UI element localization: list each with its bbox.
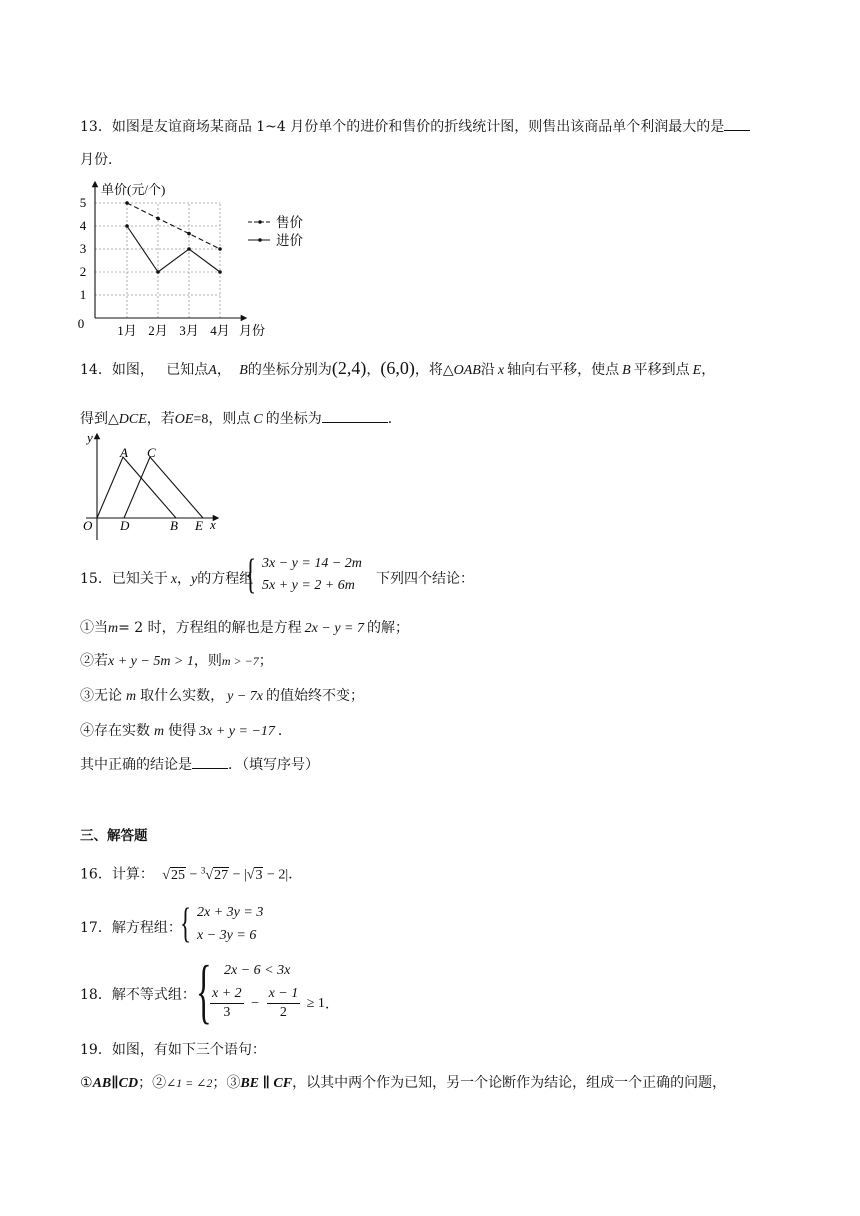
legend-marker: [258, 238, 262, 242]
y-tick-label: 3: [79, 241, 87, 256]
q17-equation-2: x − 3y = 6: [197, 928, 257, 943]
label-o: O: [83, 518, 93, 533]
data-point: [125, 224, 129, 228]
q18-label: 18．解不等式组：: [80, 987, 196, 1003]
q18-inequality-2: $\frac{x + 2}{3}$ − $\frac{x - 1}{2}$ ≥ 1．: [212, 986, 339, 1020]
q17-label: 17．解方程组：: [80, 920, 182, 936]
label-d: D: [120, 518, 130, 533]
q14-text-line1: 14．如图， 已知点A， B的坐标分别为(2,4)，(6,0)，将△OAB沿 x 轴向右平移，使点 B 平移到点 E，: [80, 358, 716, 378]
q18-inequality-1: 2x − 6 < 3x: [224, 963, 291, 978]
data-point: [156, 217, 160, 221]
q15-equation-1: 3x − y = 14 − 2m: [262, 556, 362, 571]
data-point: [187, 247, 191, 251]
label-y: y: [87, 430, 93, 445]
q14-text-line2: 得到△DCE，若OE=8，则点 C 的坐标为 ．: [80, 406, 402, 430]
q15-text-line1-end: 下列四个结论：: [376, 571, 474, 587]
data-point: [156, 270, 160, 274]
triangle-dce: [124, 457, 203, 518]
legend-label: 进价: [276, 233, 303, 248]
label-x: x: [210, 517, 216, 532]
q17-equation-1: 2x + 3y = 3: [197, 905, 264, 920]
x-tick-label: 3月: [179, 323, 199, 338]
data-point: [187, 232, 191, 236]
q18-system-brace: {: [196, 951, 212, 1031]
label-b: B: [170, 518, 178, 533]
y-tick-label: 0: [77, 316, 85, 331]
q15-system-brace: {: [245, 552, 257, 598]
q13-answer-blank: [724, 114, 750, 131]
q15-answer-line: 其中正确的结论是 ．（填写序号）: [80, 752, 319, 775]
q15-answer-blank: [192, 752, 228, 769]
y-tick-label: 1: [79, 287, 87, 302]
q13-text-line2: 月份．: [80, 152, 122, 168]
q15-text-line1: 15．已知关于 x，y的方程组: [80, 571, 254, 587]
x-tick-label: 1月: [117, 323, 137, 338]
data-point: [218, 270, 222, 274]
label-a: A: [120, 445, 128, 460]
q15-conclusion-2: ②若x + y − 5m > 1，则m > −7；: [80, 653, 273, 669]
q15-conclusion-3: ③无论 m 取什么实数， y − 7x 的值始终不变；: [80, 688, 364, 704]
q15-equation-2: 5x + y = 2 + 6m: [262, 578, 355, 593]
data-point: [218, 247, 222, 251]
q19-text-line1: 19．如图，有如下三个语句：: [80, 1042, 266, 1058]
x-axis-name: 月份: [238, 323, 266, 338]
legend-marker: [258, 220, 262, 224]
q13-text-line1: 13．如图是友谊商场某商品 1~4 月份单个的进价和售价的折线统计图，则售出该商品单个利润最大的是: [80, 114, 750, 137]
q16-line: 16．计算： √25 − $^3$√27 − |√3 − 2|．: [80, 865, 303, 883]
y-tick-label: 2: [79, 264, 87, 279]
x-tick-label: 2月: [148, 323, 168, 338]
q19-text-line2: ①AB∥CD；②∠1 = ∠2；③BE ∥ CF，以其中两个作为已知，另一个论断作为结论，组成一个正确的问题，: [80, 1075, 727, 1091]
q14-answer-blank: [322, 406, 388, 423]
label-e: E: [195, 518, 203, 533]
x-tick-label: 4月: [210, 323, 230, 338]
translation-figure: [78, 430, 228, 545]
data-point: [125, 201, 129, 205]
y-tick-label: 5: [79, 195, 87, 210]
section-title: 三、解答题: [80, 828, 148, 844]
legend-label: 售价: [276, 215, 303, 230]
q15-conclusion-1: ①当m= 2 时，方程组的解也是方程 2x − y = 7 的解；: [80, 620, 409, 636]
q17-system-brace: {: [180, 901, 192, 947]
y-axis-name: 单价(元/个): [101, 182, 166, 197]
q15-conclusion-4: ④存在实数 m 使得 3x + y = −17 ．: [80, 723, 292, 739]
price-line-chart: [76, 180, 303, 345]
label-c: C: [147, 445, 156, 460]
y-tick-label: 4: [79, 218, 87, 233]
